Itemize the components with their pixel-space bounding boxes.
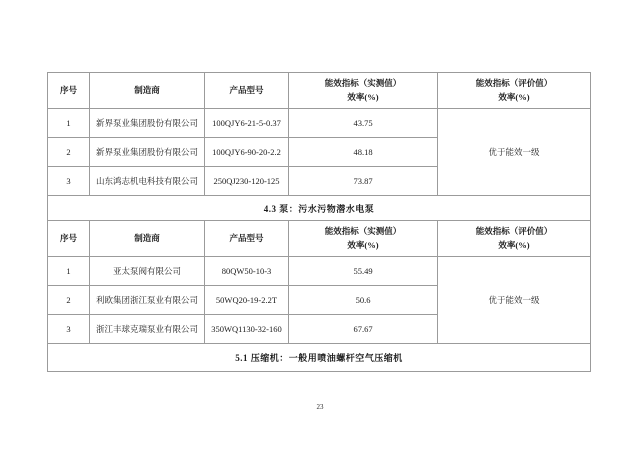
cell-manufacturer: 新界泵业集团股份有限公司	[90, 109, 205, 138]
section-row-4-3	[48, 196, 591, 221]
page-number: 23	[316, 403, 324, 411]
col-header-evaluated-title: 能效指标（评价值）	[475, 226, 553, 237]
col-header-measured	[289, 221, 438, 257]
col-header-measured	[289, 73, 438, 109]
cell-measured: 48.18	[289, 138, 438, 167]
col-header-measured-title: 能效指标（实测值）	[324, 226, 402, 237]
cell-measured: 43.75	[289, 109, 438, 138]
cell-manufacturer: 利欧集团浙江泵业有限公司	[90, 286, 205, 315]
col-header-manufacturer: 制造商	[90, 73, 205, 109]
col-header-model: 产品型号	[205, 73, 289, 109]
table2-header-row	[48, 221, 591, 257]
energy-efficiency-table	[47, 72, 591, 372]
cell-manufacturer: 山东鸿志机电科技有限公司	[90, 167, 205, 196]
cell-measured: 50.6	[289, 286, 438, 315]
table1-header-row	[48, 73, 591, 109]
cell-model: 350WQ1130-32-160	[205, 315, 289, 344]
cell-no: 2	[48, 286, 90, 315]
section-title-4-3: 4.3 泵：污水污物潜水电泵	[48, 196, 591, 221]
cell-measured: 55.49	[289, 257, 438, 286]
col-header-measured-unit: 效率(%)	[347, 239, 379, 250]
col-header-no: 序号	[48, 221, 90, 257]
cell-no: 3	[48, 315, 90, 344]
cell-measured: 67.67	[289, 315, 438, 344]
cell-no: 2	[48, 138, 90, 167]
col-header-model: 产品型号	[205, 221, 289, 257]
cell-model: 250QJ230-120-125	[205, 167, 289, 196]
col-header-evaluated	[438, 221, 591, 257]
col-header-evaluated-unit: 效率(%)	[498, 91, 530, 102]
table-area	[47, 72, 590, 372]
cell-manufacturer: 浙江丰球克瑞泵业有限公司	[90, 315, 205, 344]
table-row	[48, 109, 591, 138]
col-header-evaluated	[438, 73, 591, 109]
col-header-measured-unit: 效率(%)	[347, 91, 379, 102]
col-header-manufacturer: 制造商	[90, 221, 205, 257]
cell-no: 1	[48, 109, 90, 138]
col-header-evaluated-title: 能效指标（评价值）	[475, 78, 553, 89]
cell-no: 3	[48, 167, 90, 196]
table-row	[48, 257, 591, 286]
cell-no: 1	[48, 257, 90, 286]
cell-manufacturer: 新界泵业集团股份有限公司	[90, 138, 205, 167]
cell-model: 100QJY6-21-5-0.37	[205, 109, 289, 138]
col-header-no: 序号	[48, 73, 90, 109]
cell-manufacturer: 亚太泵阀有限公司	[90, 257, 205, 286]
cell-evaluation-merged: 优于能效一级	[438, 109, 591, 196]
section-row-5-1	[48, 344, 591, 372]
col-header-evaluated-unit: 效率(%)	[498, 239, 530, 250]
cell-model: 80QW50-10-3	[205, 257, 289, 286]
col-header-measured-title: 能效指标（实测值）	[324, 78, 402, 89]
cell-model: 50WQ20-19-2.2T	[205, 286, 289, 315]
cell-evaluation-merged: 优于能效一级	[438, 257, 591, 344]
cell-model: 100QJY6-90-20-2.2	[205, 138, 289, 167]
cell-measured: 73.87	[289, 167, 438, 196]
section-title-5-1: 5.1 压缩机：一般用喷油螺杆空气压缩机	[48, 344, 591, 372]
